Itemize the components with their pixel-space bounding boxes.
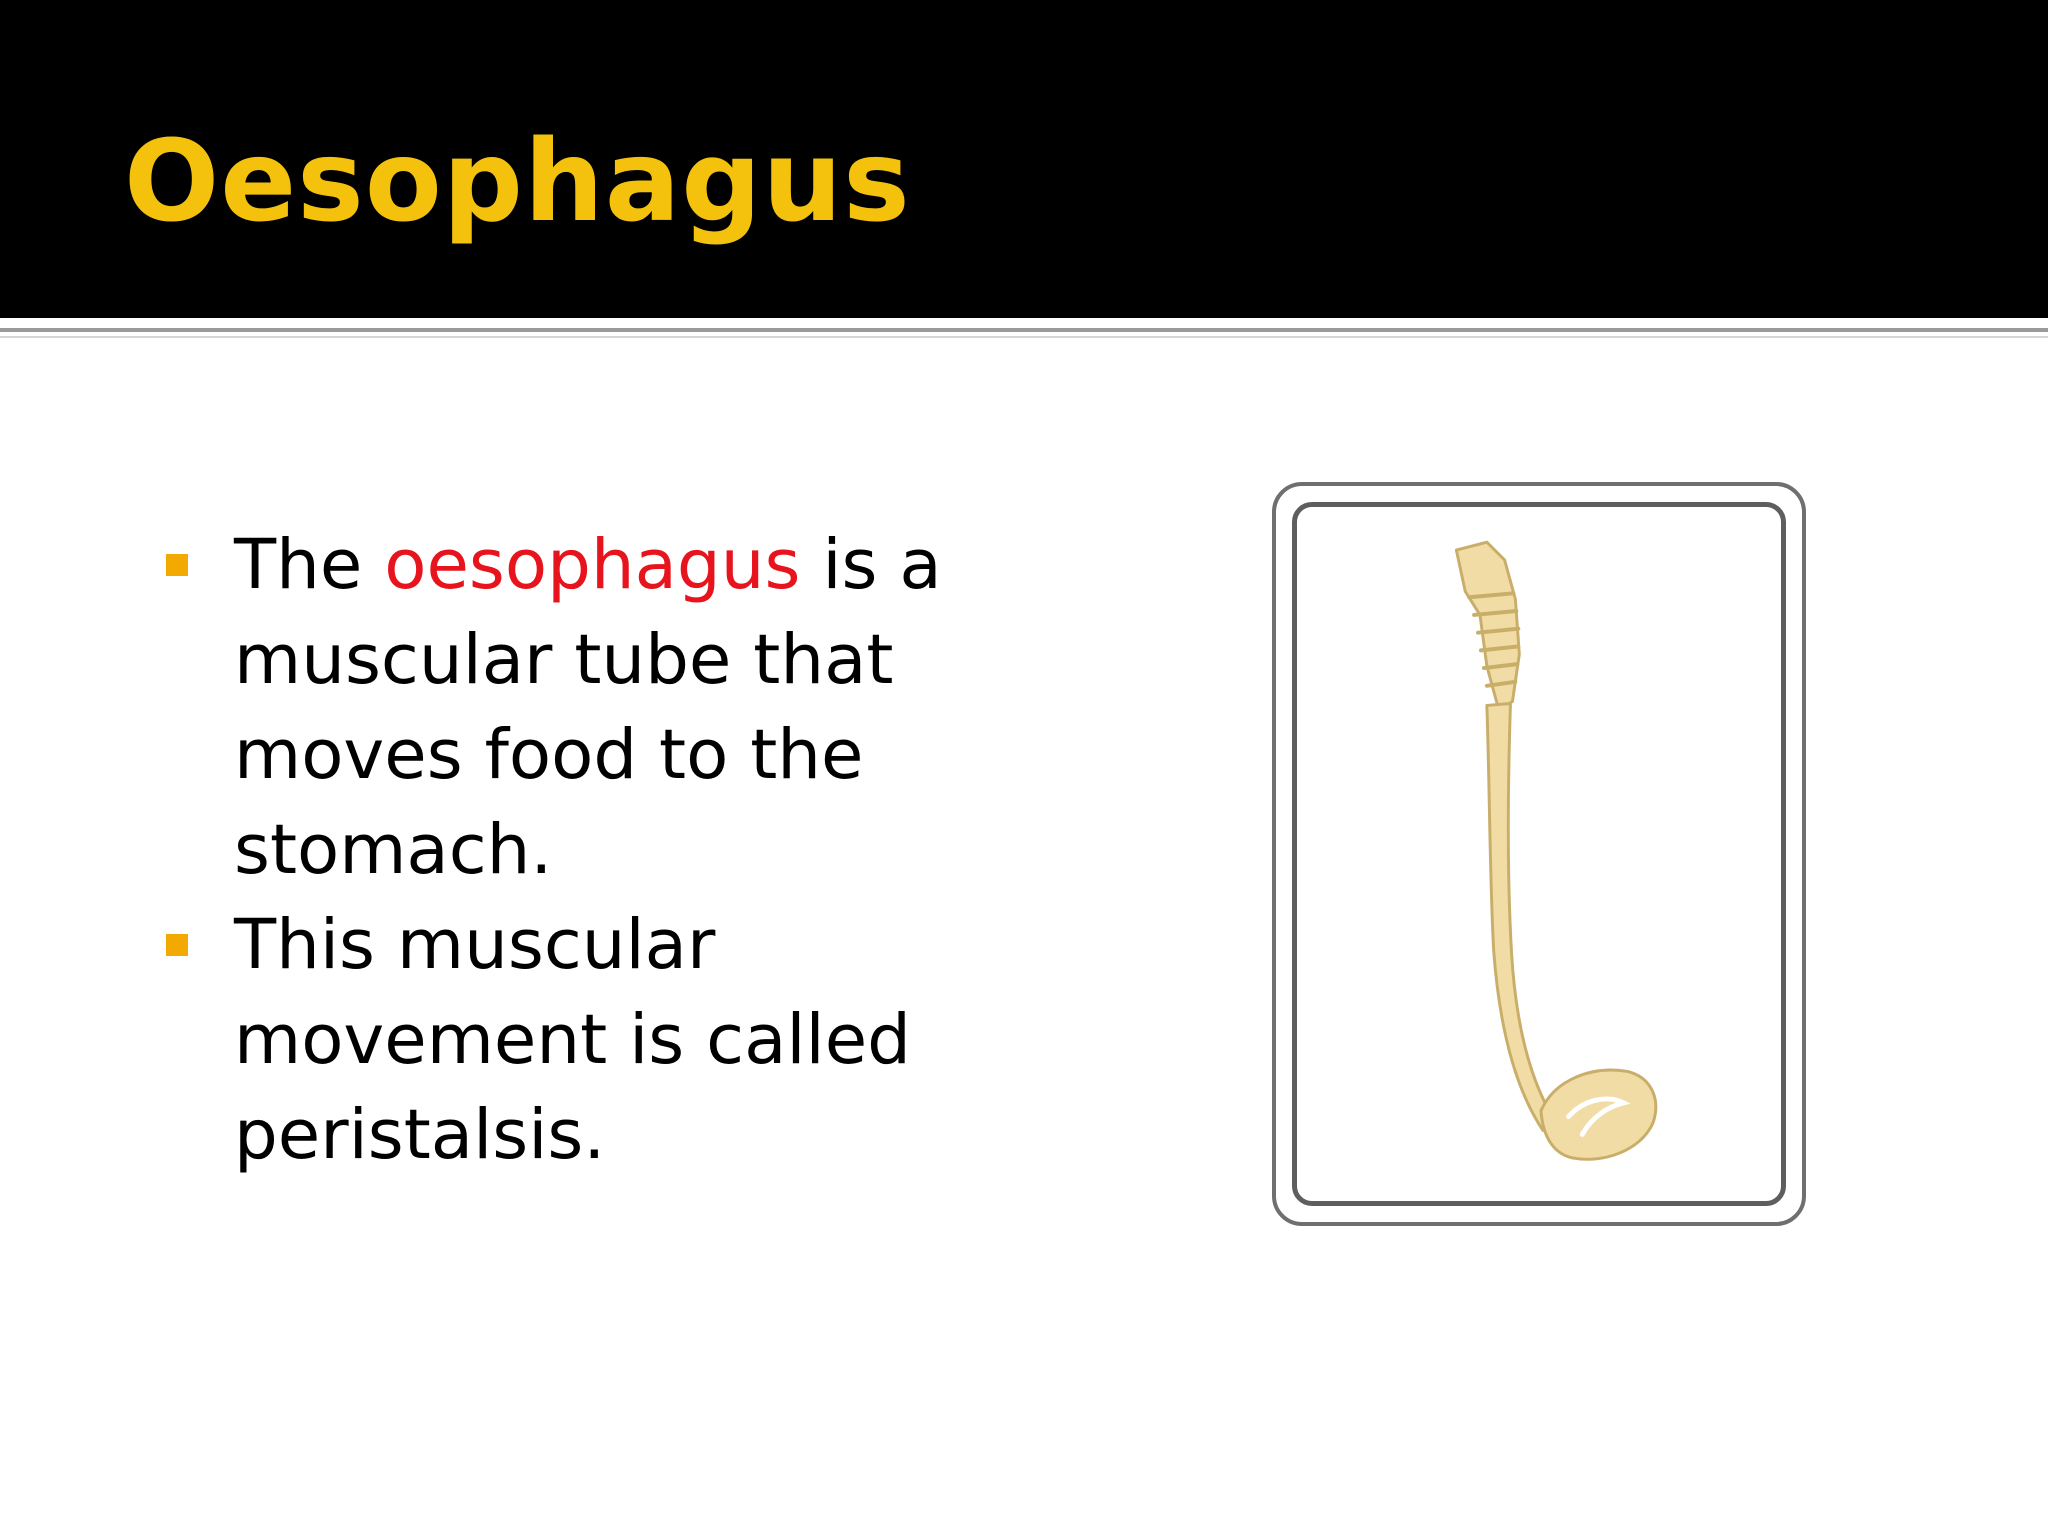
bullet-item: [160, 898, 980, 1183]
title-bar: [0, 0, 2048, 318]
title-divider: [0, 328, 2048, 332]
highlighted-term: oesophagus: [384, 525, 801, 605]
oesophagus-illustration-icon: [1297, 507, 1781, 1201]
bullet-square-icon: [166, 934, 188, 956]
image-inner-border: [1292, 502, 1786, 1206]
image-frame: [1272, 482, 1806, 1226]
bullet-item: [160, 518, 980, 898]
title-divider-shadow: [0, 336, 2048, 338]
oesophagus-tube-icon: [1487, 703, 1555, 1130]
slide-title: Oesophagus: [124, 117, 911, 247]
bullet-list: [160, 518, 980, 1183]
bullet-text-end: is a muscular tube that moves food to the stomach.: [234, 525, 942, 890]
bullet-text: This muscular movement is called peristalsis.: [234, 905, 911, 1175]
bullet-text-start: The: [234, 525, 385, 605]
bullet-square-icon: [166, 554, 188, 576]
